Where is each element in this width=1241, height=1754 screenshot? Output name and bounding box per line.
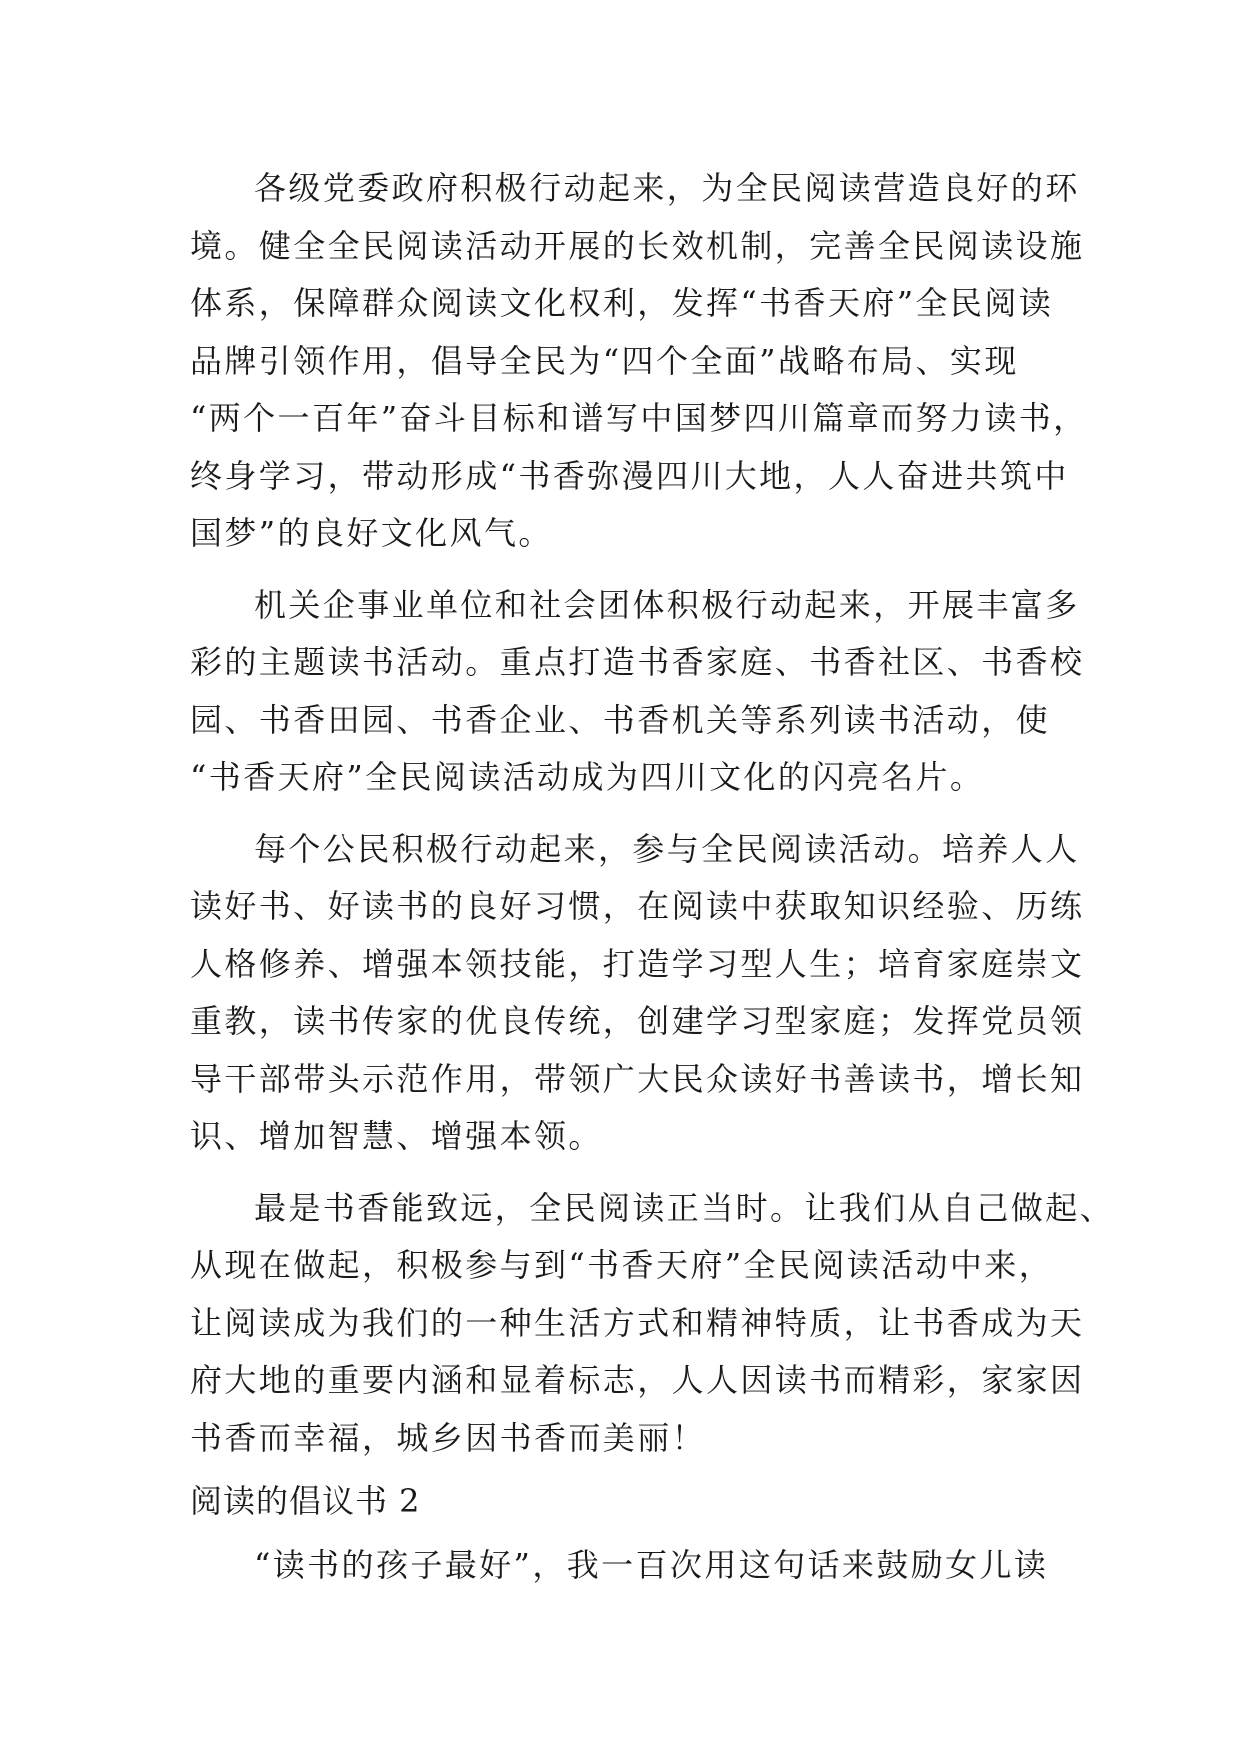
paragraph-5 <box>190 1537 1050 1595</box>
paragraph-4 <box>190 1180 1115 1468</box>
paragraph-line: 每个公民积极行动起来，参与全民阅读活动。培养人人 <box>254 829 1080 868</box>
paragraph-line: 府大地的重要内涵和显着标志，人人因读书而精彩，家家因 <box>190 1361 1085 1399</box>
paragraph-line: 彩的主题读书活动。重点打造书香家庭、书香社区、书香校 <box>190 643 1085 681</box>
paragraph-line: 导干部带头示范作用，带领广大民众读好书善读书，增长知 <box>190 1059 1085 1098</box>
paragraph-line: 读好书、好读书的良好习惯，在阅读中获取知识经验、历练 <box>190 887 1085 925</box>
paragraph-line: “书香天府”全民阅读活动成为四川文化的闪亮名片。 <box>190 758 985 796</box>
paragraph-line: 书香而幸福，城乡因书香而美丽！ <box>190 1418 707 1457</box>
paragraph-line: 最是书香能致远，全民阅读正当时。让我们从自己做起、 <box>254 1188 1115 1227</box>
paragraph-line: 园、书香田园、书香企业、书香机关等系列读书活动，使 <box>190 700 1051 739</box>
paragraph-line: 境。健全全民阅读活动开展的长效机制，完善全民阅读设施 <box>190 226 1085 265</box>
paragraph-1 <box>190 160 1088 563</box>
paragraph-line: “两个一百年”奋斗目标和谱写中国梦四川篇章而努力读书， <box>190 399 1088 437</box>
paragraph-line: 体系，保障群众阅读文化权利，发挥“书香天府”全民阅读 <box>190 284 1054 322</box>
paragraph-line: 识、增加智慧、增强本领。 <box>190 1117 603 1155</box>
section-heading: 阅读的倡议书 2 <box>190 1482 421 1520</box>
paragraph-3 <box>190 821 1085 1166</box>
paragraph-line: 重教，读书传家的优良传统，创建学习型家庭；发挥党员领 <box>190 1002 1085 1040</box>
document-body <box>190 160 1115 1594</box>
paragraph-line: 机关企事业单位和社会团体积极行动起来，开展丰富多 <box>254 585 1080 624</box>
paragraph-line: 国梦”的良好文化风气。 <box>190 514 553 552</box>
paragraph-line: 让阅读成为我们的一种生活方式和精神特质，让书香成为天 <box>190 1303 1085 1342</box>
paragraph-line: 人格修养、增强本领技能，打造学习型人生；培育家庭崇文 <box>190 944 1085 983</box>
paragraph-line: 从现在做起，积极参与到“书香天府”全民阅读活动中来， <box>190 1246 1054 1284</box>
paragraph-line: “读书的孩子最好”，我一百次用这句话来鼓励女儿读 <box>254 1545 1049 1584</box>
paragraph-line: 品牌引领作用，倡导全民为“四个全面”战略布局、实现 <box>190 341 1019 380</box>
paragraph-line: 终身学习，带动形成“书香弥漫四川大地，人人奋进共筑中 <box>190 456 1069 495</box>
paragraph-line: 各级党委政府积极行动起来，为全民阅读营造良好的环 <box>254 169 1080 207</box>
paragraph-2 <box>190 577 1085 807</box>
